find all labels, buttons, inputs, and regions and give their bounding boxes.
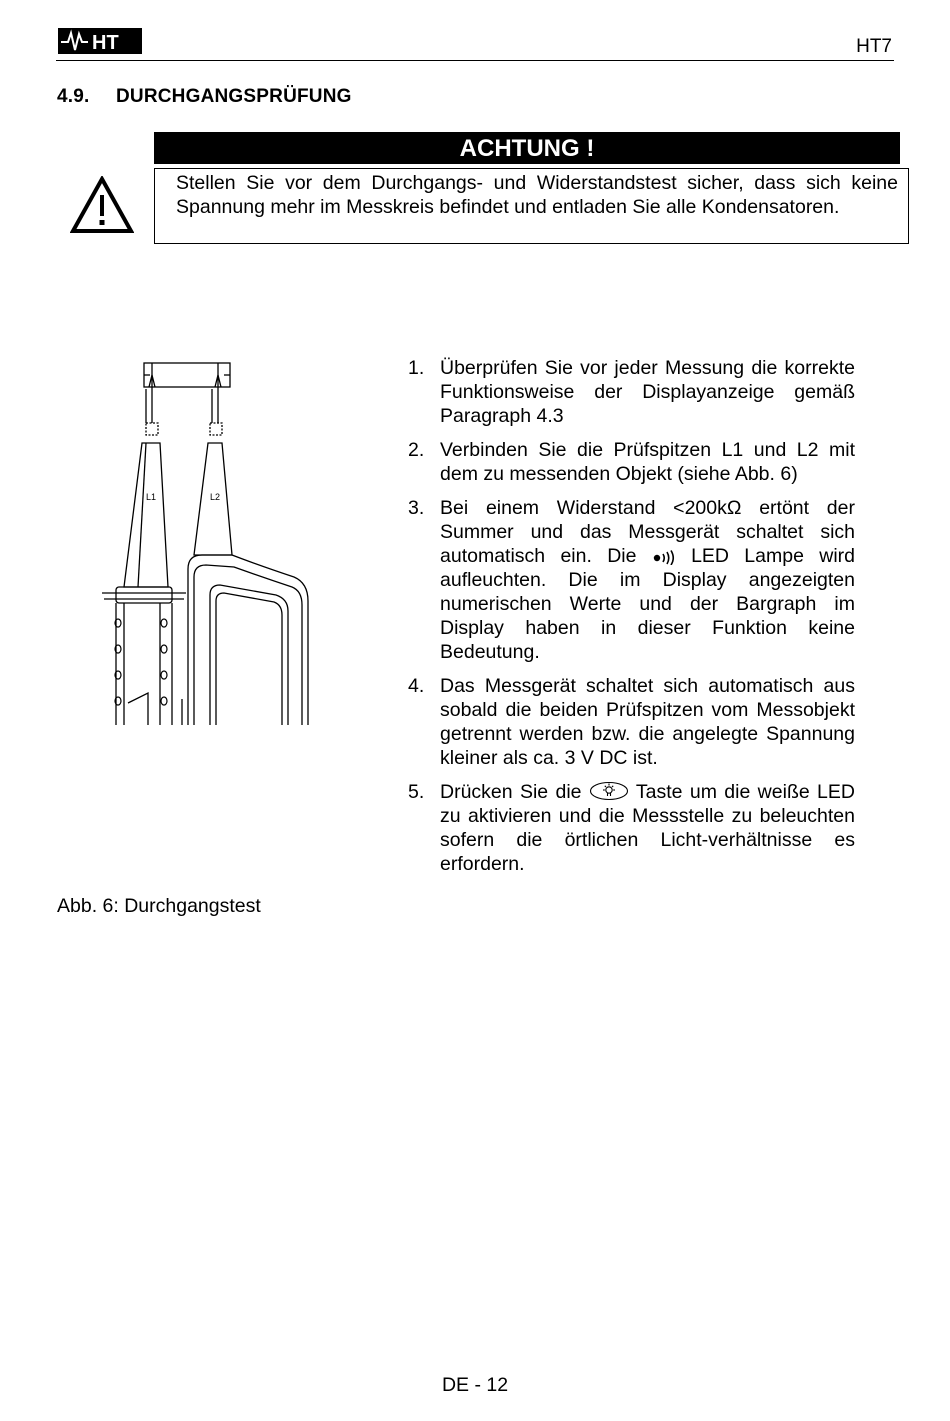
step-item (405, 356, 855, 428)
step-number: 1. (408, 357, 425, 379)
step-text-after-icon: Taste um die weiße LED zu aktivieren und die Messstelle zu beleuchten sofern die örtlichen Licht-verhältnisse es erfordern. (440, 781, 855, 875)
step-text: Verbinden Sie die Prüfspitzen L1 und L2 mit dem zu messenden Objekt (siehe Abb. 6) (440, 439, 855, 485)
step-number: 2. (408, 439, 425, 461)
step-text: Das Messgerät schaltet sich automatisch aus sobald die beiden Prüfspitzen vom Messobjekt getrennt werden bzw. die angelegte Spannung kleiner als ca. 3 V DC ist. (440, 675, 855, 769)
section-heading (57, 86, 352, 108)
procedure-steps (405, 356, 855, 886)
probe-label-l2: L2 (210, 492, 221, 502)
logo-text: HT (92, 32, 119, 54)
header-divider (56, 60, 894, 61)
step-number: 5. (408, 781, 425, 803)
continuity-test-figure (98, 355, 318, 727)
light-bulb-icon (589, 781, 629, 801)
probe-label-l1: L1 (146, 492, 157, 502)
section-title: DURCHGANGSPRÜFUNG (116, 86, 352, 107)
buzzer-icon (652, 549, 676, 565)
section-number: 4.9. (57, 86, 90, 107)
warning-triangle-icon (70, 176, 134, 234)
step-text: Überprüfen Sie vor jeder Messung die korrekte Funktionsweise der Displayanzeige gemäß Paragraph 4.3 (440, 357, 855, 427)
step-item (405, 780, 855, 876)
step-text-before-icon: Drücken Sie die (440, 781, 589, 803)
step-item (405, 496, 855, 664)
page-number: DE - 12 (441, 1374, 509, 1396)
warning-title: ACHTUNG ! (154, 132, 900, 164)
step-item (405, 674, 855, 770)
step-number: 4. (408, 675, 425, 697)
figure-caption: Abb. 6: Durchgangstest (57, 895, 261, 917)
step-number: 3. (408, 497, 425, 519)
ht-logo (58, 28, 142, 54)
warning-text: Stellen Sie vor dem Durchgangs- und Widerstandstest sicher, dass sich keine Spannung mehr im Messkreis befindet und entladen Sie alle Kondensatoren. (154, 168, 909, 244)
step-text-before-icon: Bei einem Widerstand <200kΩ ertönt der Summer und das Messgerät schaltet sich automatisch ein. Die (440, 497, 855, 567)
step-item (405, 438, 855, 486)
step-text-after-icon: LED Lampe wird aufleuchten. Die im Display angezeigten numerischen Werte und der Bargraph im Display haben in dieser Funktion keine Bedeutung. (440, 545, 855, 663)
model-name: HT7 (856, 36, 892, 57)
